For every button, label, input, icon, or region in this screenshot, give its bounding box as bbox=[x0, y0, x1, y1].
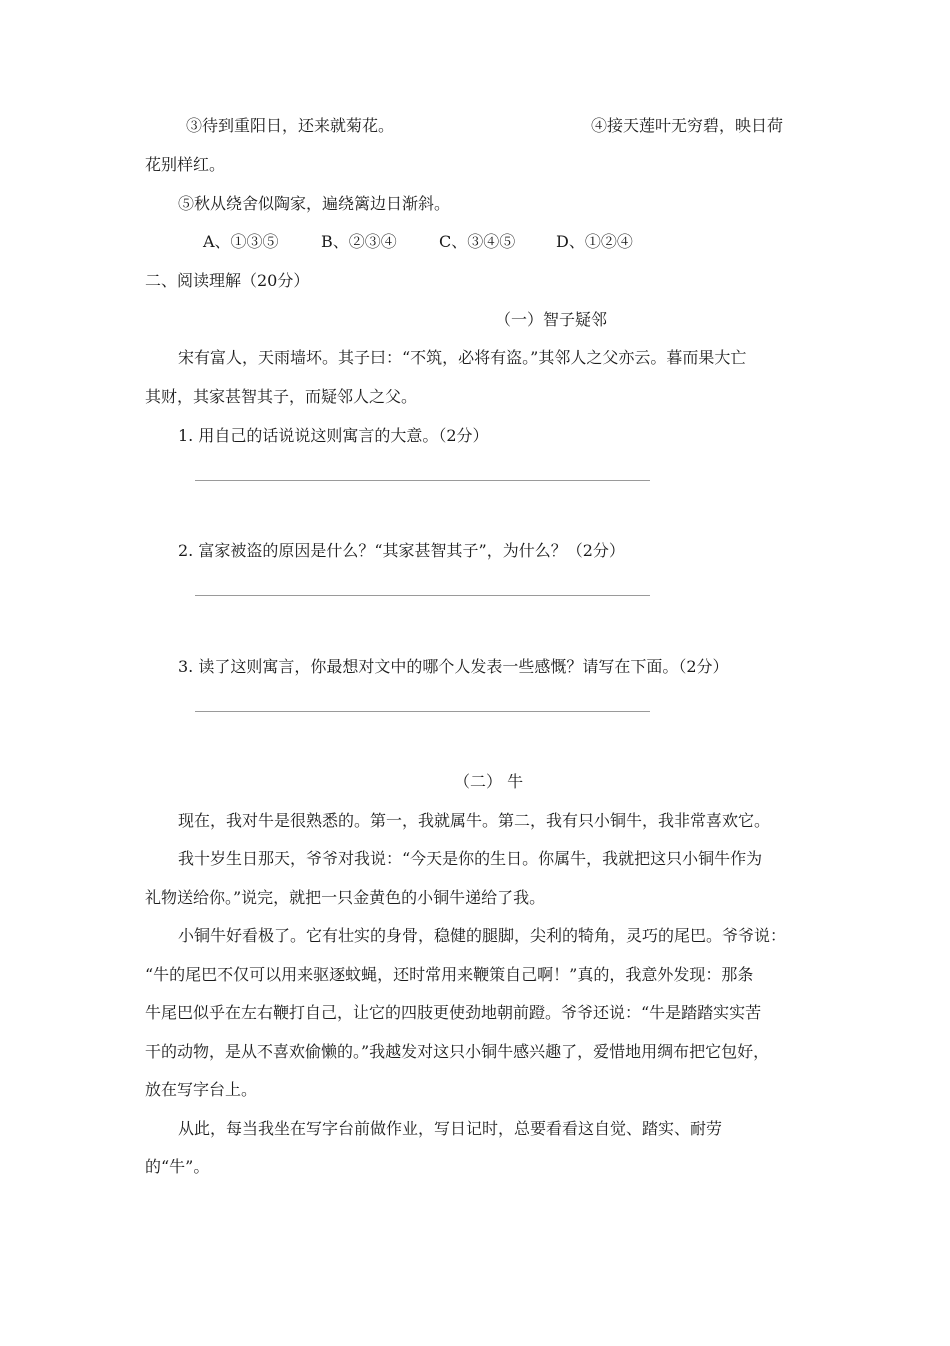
passage2-line: 从此，每当我坐在写字台前做作业，写日记时，总要看看这自觉、踏实、耐劳 bbox=[178, 1119, 723, 1138]
passage1-line: 其财，其家甚智其子，而疑邻人之父。 bbox=[145, 387, 418, 406]
answer-line-3[interactable] bbox=[195, 711, 650, 712]
passage2-line: 牛尾巴似乎在左右鞭打自己，让它的四肢更使劲地朝前蹬。爷爷还说：“牛是踏踏实实苦 bbox=[145, 1003, 762, 1022]
passage2-line: 小铜牛好看极了。它有壮实的身骨，稳健的腿脚，尖利的犄角，灵巧的尾巴。爷爷说： bbox=[178, 926, 787, 945]
answer-line-2[interactable] bbox=[195, 595, 650, 596]
passage2-line: 礼物送给你。”说完，就把一只金黄色的小铜牛递给了我。 bbox=[145, 888, 546, 907]
passage2-line: 放在写字台上。 bbox=[145, 1080, 258, 1099]
question-1: 1. 用自己的话说说这则寓言的大意。（2分） bbox=[178, 426, 489, 445]
question-3: 3. 读了这则寓言，你最想对文中的哪个人发表一些感慨？请写在下面。（2分） bbox=[178, 657, 729, 676]
option-4-part1: ④接天莲叶无穷碧，映日荷 bbox=[591, 116, 784, 135]
answer-line-1[interactable] bbox=[195, 480, 650, 481]
passage2-title: （二） 牛 bbox=[454, 772, 524, 791]
passage2-line: 我十岁生日那天，爷爷对我说：“今天是你的生日。你属牛，我就把这只小铜牛作为 bbox=[178, 849, 763, 868]
passage2-line: 干的动物，是从不喜欢偷懒的。”我越发对这只小铜牛感兴趣了，爱惜地用绸布把它包好， bbox=[145, 1042, 770, 1061]
choice-b: B、②③④ bbox=[321, 232, 397, 251]
choice-a: A、①③⑤ bbox=[203, 232, 279, 251]
passage1-line: 宋有富人，天雨墙坏。其子曰：“不筑，必将有盗。”其邻人之父亦云。暮而果大亡 bbox=[178, 348, 747, 367]
passage2-line: “牛的尾巴不仅可以用来驱逐蚊蝇，还时常用来鞭策自己啊！”真的，我意外发现：那条 bbox=[145, 965, 754, 984]
section-heading: 二、阅读理解（20分） bbox=[145, 271, 310, 290]
option-3: ③待到重阳日，还来就菊花。 bbox=[186, 116, 395, 135]
choice-d: D、①②④ bbox=[556, 232, 633, 251]
passage1-title: （一）智子疑邻 bbox=[495, 310, 608, 329]
choice-c: C、③④⑤ bbox=[439, 232, 516, 251]
option-4-part2: 花别样红。 bbox=[145, 155, 226, 174]
passage2-line: 现在，我对牛是很熟悉的。第一，我就属牛。第二，我有只小铜牛，我非常喜欢它。 bbox=[178, 811, 771, 830]
passage2-line: 的“牛”。 bbox=[145, 1157, 210, 1176]
option-5: ⑤秋从绕舍似陶家，遍绕篱边日渐斜。 bbox=[178, 194, 451, 213]
question-2: 2. 富家被盗的原因是什么？“其家甚智其子”，为什么？（2分） bbox=[178, 541, 625, 560]
